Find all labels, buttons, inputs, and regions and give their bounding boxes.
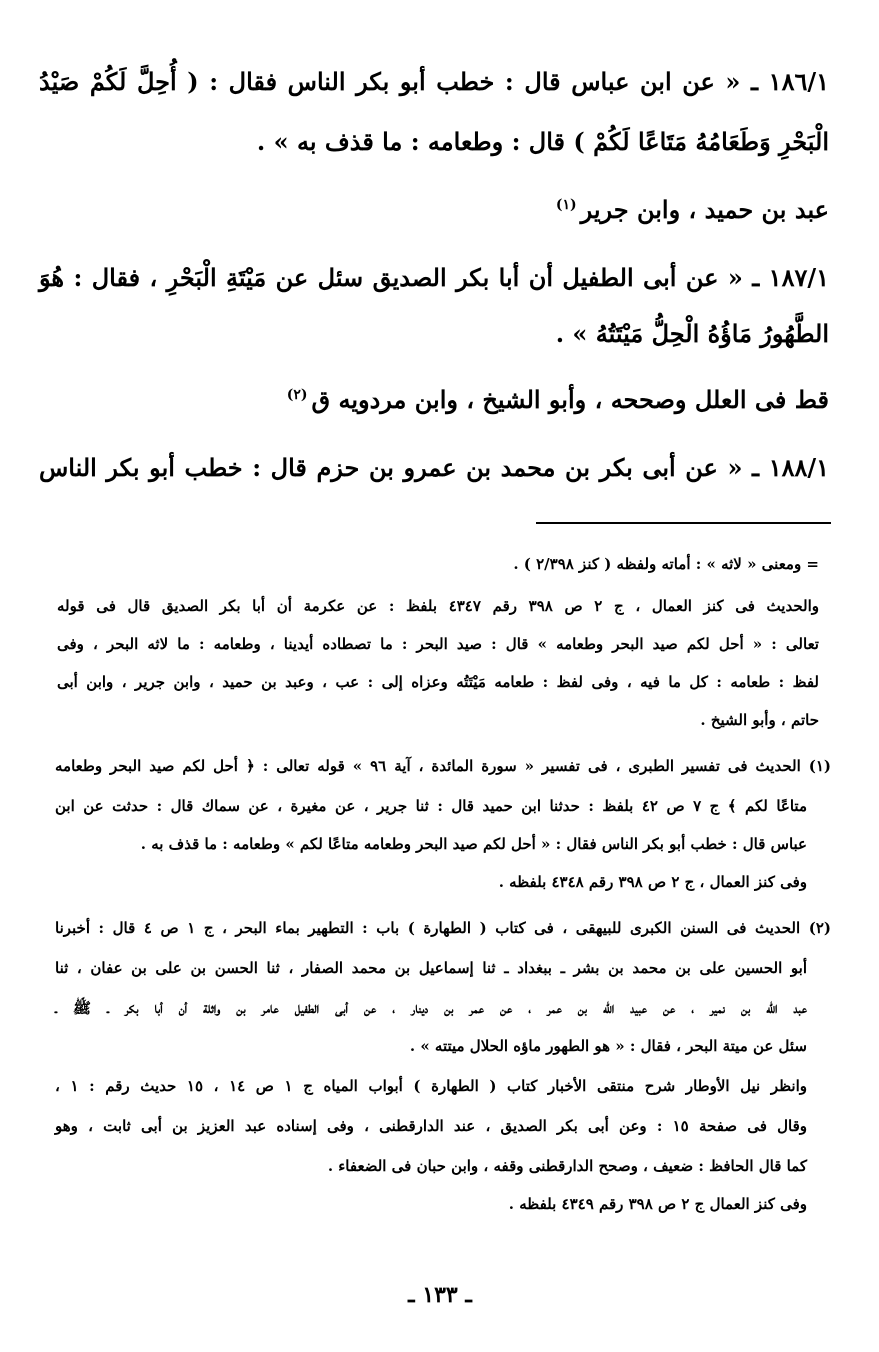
entry-187-source [39, 372, 829, 428]
footnote-2-line-5: وانظر نيل الأوطار شرح منتقى الأخبار كتاب ( الطهارة ) أبواب المياه ج ١ ص ١٤ ، ١٥ حديث رقم : ١ ، [55, 1077, 807, 1095]
entry-186-line-2: الْبَحْرِ وَطَعَامُهُ مَتَاعًا لَكُمْ ) قال : وطعامه : ما قذف به » . [256, 127, 829, 156]
entry-188-line-1: ١٨٨/١ ـ « عن أبى بكر بن محمد بن عمرو بن حزم قال : خطب أبو بكر الناس [39, 453, 830, 482]
entry-187-line-1: ١٨٧/١ ـ « عن أبى الطفيل أن أبا بكر الصديق سئل عن مَيْتَةِ الْبَحْرِ ، فقال : هُوَ [39, 263, 829, 292]
entry-186-line-1: ١٨٦/١ ـ « عن ابن عباس قال : خطب أبو بكر الناس فقال : ( أُحِلَّ لَكُمْ صَيْدُ [39, 67, 829, 96]
footnote-2-line-3: عبد الله بن نمير ، عن عبيد الله بن عمر ، عن عمر بن دينار ، عن أبى الطفيل عامر بن واثلة أن أبا بكر ـ ﷺ ـ [55, 999, 807, 1017]
footnote-1-line-1: (١) الحديث فى تفسير الطبرى ، فى تفسير « سورة المائدة ، آية ٩٦ » قوله تعالى : ﴿ أحل لكم صيد البحر وطعامه [55, 757, 831, 775]
entry-186-source-text: عبد بن حميد ، وابن جرير [580, 195, 829, 224]
footnote-continuation-line-3: تعالى : « أحل لكم صيد البحر وطعامه » قال : صيد البحر : ما تصطاده أيدينا ، وطعامه : ما لاثه البحر ، وفى [57, 635, 819, 653]
entry-186-source [39, 182, 829, 238]
page-number: ـ ١٣٣ ـ [408, 1282, 472, 1308]
footnote-2-line-4: سئل عن ميتة البحر ، فقال : « هو الطهور ماؤه الحلال ميتته » . [409, 1037, 807, 1055]
footnote-ref-1: (١) [555, 197, 577, 213]
entry-187-source-text: قط فى العلل وصححه ، وأبو الشيخ ، وابن مردويه ق [311, 385, 829, 414]
footnote-2-line-6: وقال فى صفحة ١٥ : وعن أبى بكر الصديق ، عند الدارقطنى ، وفى إسناده عبد العزيز بن أبى ثابت ، وهو [55, 1117, 807, 1135]
footnote-continuation-line-2: والحديث فى كنز العمال ، ج ٢ ص ٣٩٨ رقم ٤٣٤٧ بلفظ : عن عكرمة أن أبا بكر الصديق قال فى قوله [57, 597, 819, 615]
footnote-1-line-3: عباس قال : خطب أبو بكر الناس فقال : « أحل لكم صيد البحر وطعامه متاعًا لكم » وطعامه : ما قذف به . [140, 835, 807, 853]
footnote-2-line-1: (٢) الحديث فى السنن الكبرى للبيهقى ، فى كتاب ( الطهارة ) باب : التطهير بماء البحر ، ج ١ ص ٤ قال : أخبرنا [55, 919, 831, 937]
footnote-2-line-7: كما قال الحافظ : ضعيف ، وصحح الدارقطنى وقفه ، وابن حبان فى الضعفاء . [327, 1157, 807, 1175]
footnote-ref-2: (٢) [286, 387, 308, 403]
footnote-2-line-8: وفى كنز العمال ج ٢ ص ٣٩٨ رقم ٤٣٤٩ بلفظه . [508, 1195, 807, 1213]
footnote-1-line-4: وفى كنز العمال ، ج ٢ ص ٣٩٨ رقم ٤٣٤٨ بلفظه . [498, 873, 807, 891]
entry-187-line-2: الطَّهُورُ مَاؤُهُ الْحِلُّ مَيْتَتُهُ » . [555, 319, 829, 348]
footnote-continuation-line-1: = ومعنى « لاثه » : أماته ولفظه ( كنز ٢/٣٩٨ ) . [513, 555, 819, 573]
footnote-continuation-line-4: لفظ : طعامه : كل ما فيه ، وفى لفظ : طعامه مَيْتَتُه وعزاه إلى : عب ، وعبد بن حميد ، وابن جرير ، وابن أبى [57, 673, 819, 691]
footnote-1-line-2: متاعًا لكم ﴾ ج ٧ ص ٤٢ بلفظ : حدثنا ابن حميد قال : ثنا جرير ، عن مغيرة ، عن سماك قال : حدثت عن ابن [55, 797, 807, 815]
footnote-2-line-2: أبو الحسين على بن محمد بن بشر ـ ببغداد ـ ثنا إسماعيل بن محمد الصفار ، ثنا الحسن بن على بن عفان ، ثنا [55, 959, 807, 977]
footnote-separator [536, 522, 831, 524]
footnote-continuation-line-5: حاتم ، وأبو الشيخ . [700, 711, 819, 729]
